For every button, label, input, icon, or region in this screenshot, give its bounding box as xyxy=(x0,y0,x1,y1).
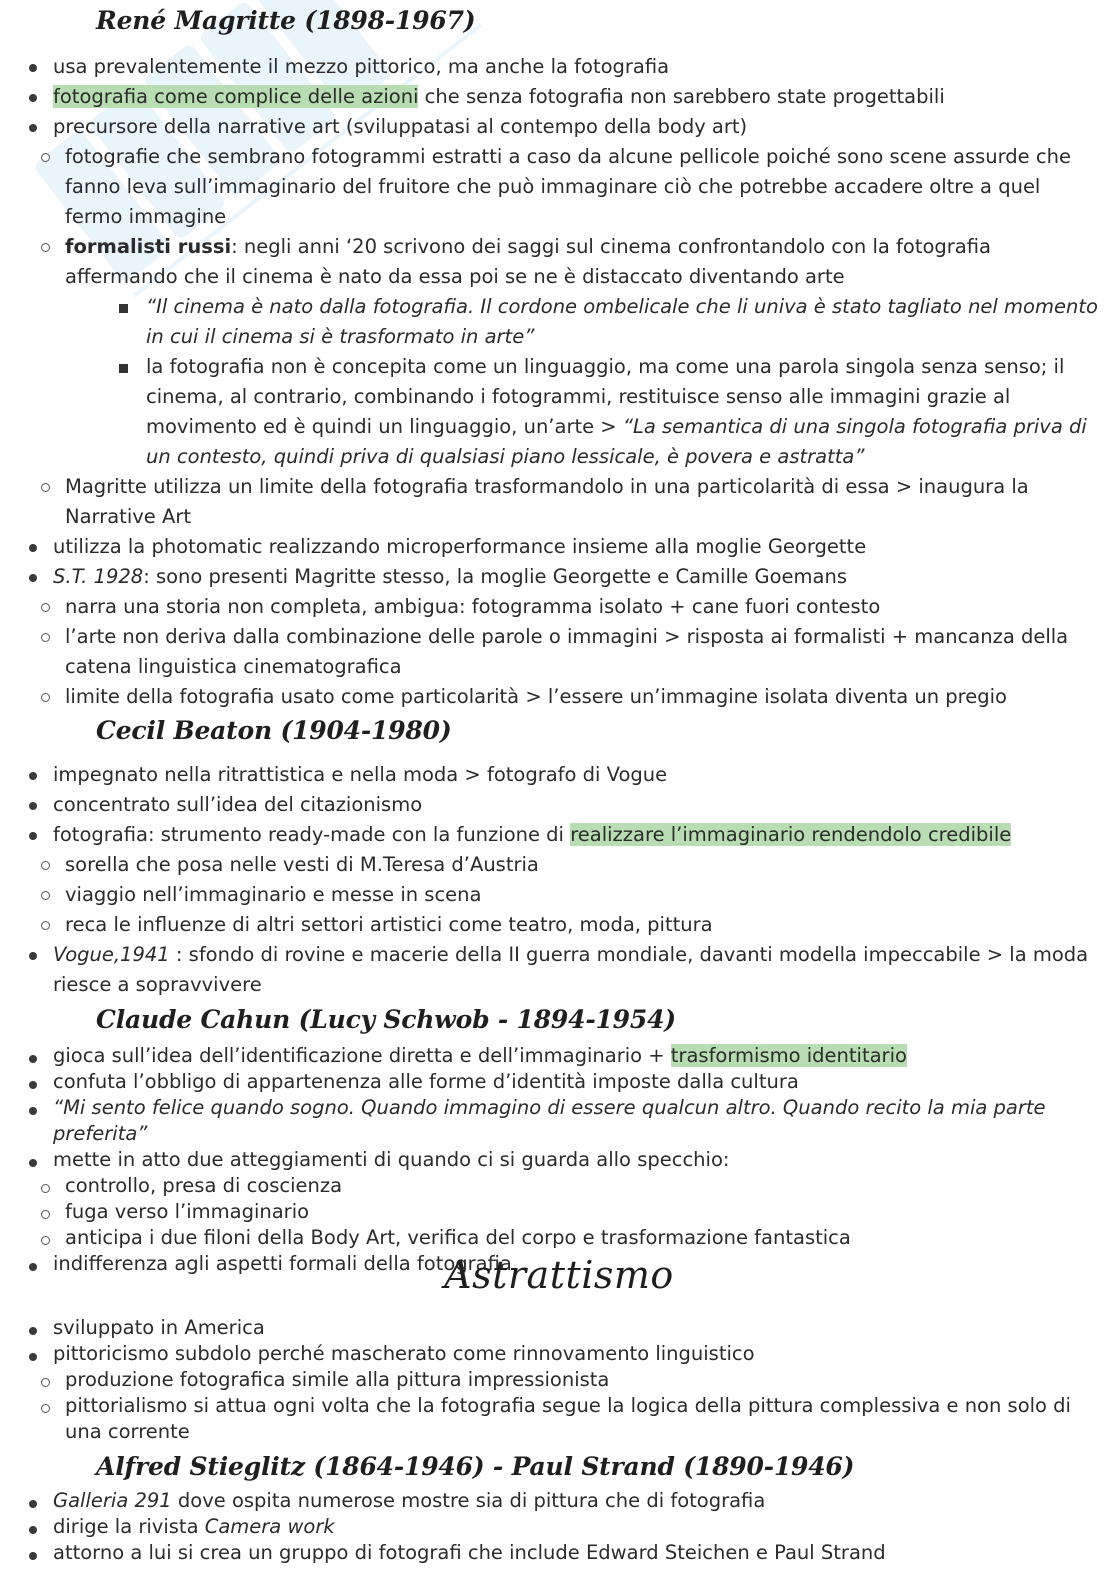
item-text: fotografie che sembrano fotogrammi estratti a caso da alcune pellicole poiché sono scene assurde che fanno leva sull’immaginario del fruitore che può immaginare ciò che potrebbe accadere oltre a quel fermo immagine xyxy=(65,145,1071,228)
item-text: la fotografia non è concepita come un linguaggio, ma come una parola singola senza senso; il cinema, al contrario, combinando i fotogrammi, restituisce senso alle immagini grazie al movimento ed è quindi un linguaggio, un’arte > xyxy=(146,355,1065,438)
item-text: : sfondo di rovine e macerie della II guerra mondiale, davanti modella impeccabile > la moda riesce a sopravvivere xyxy=(53,943,1089,996)
sublist-item xyxy=(0,232,1100,292)
list-item xyxy=(0,112,1100,142)
sub-sublist xyxy=(118,292,1100,472)
heading-magritte: René Magritte (1898-1967) xyxy=(96,6,476,35)
list-item xyxy=(0,790,1100,820)
list-cahun xyxy=(0,1043,1100,1277)
sublist-item xyxy=(0,1367,1100,1393)
item-text: Magritte utilizza un limite della fotografia trasformandolo in una particolarità di essa > inaugura la Narrative Art xyxy=(65,475,1029,528)
item-text: gioca sull’idea dell’identificazione diretta e dell’immaginario + xyxy=(53,1044,671,1067)
list-item xyxy=(0,760,1100,790)
item-text: reca le influenze di altri settori artistici come teatro, moda, pittura xyxy=(65,913,713,936)
item-text: : sono presenti Magritte stesso, la moglie Georgette e Camille Goemans xyxy=(143,565,847,588)
sublist-item xyxy=(0,850,1100,880)
nested-list-wrapper xyxy=(0,592,1100,712)
list-item xyxy=(0,1488,1100,1514)
italic-title: Vogue,1941 xyxy=(53,943,170,966)
sublist-item xyxy=(0,682,1100,712)
item-text: sorella che posa nelle vesti di M.Teresa d’Austria xyxy=(65,853,539,876)
nested-list-wrapper xyxy=(0,1367,1100,1445)
list-stieglitz xyxy=(0,1488,1100,1566)
heading-cahun: Claude Cahun (Lucy Schwob - 1894-1954) xyxy=(96,1005,676,1034)
item-text: pittoricismo subdolo perché mascherato come rinnovamento linguistico xyxy=(53,1342,755,1365)
quote-text: “Mi sento felice quando sogno. Quando immagino di essere qualcun altro. Quando recito la mia parte preferita” xyxy=(53,1096,1046,1145)
item-text: fotografia: strumento ready-made con la funzione di xyxy=(53,823,571,846)
list-item xyxy=(0,820,1100,850)
italic-title: S.T. 1928 xyxy=(53,565,144,588)
item-text: fuga verso l’immaginario xyxy=(65,1200,310,1223)
sublist-item xyxy=(0,472,1100,532)
list-item xyxy=(0,1514,1100,1540)
list-item xyxy=(0,1341,1100,1367)
item-text: : negli anni ‘20 scrivono dei saggi sul cinema confrontandolo con la fotografia affermando che il cinema è nato da essa poi se ne è distaccato diventando arte xyxy=(65,235,991,288)
item-text: utilizza la photomatic realizzando microperformance insieme alla moglie Georgette xyxy=(53,535,867,558)
sublist xyxy=(0,142,1100,532)
list-item xyxy=(0,82,1100,112)
sublist-item xyxy=(0,1173,1100,1199)
sub-sublist-item xyxy=(118,292,1100,352)
sublist-item xyxy=(0,910,1100,940)
nested-list-wrapper xyxy=(0,850,1100,940)
list-astrattismo xyxy=(0,1315,1100,1445)
list-item xyxy=(0,1095,1100,1147)
item-text: concentrato sull’idea del citazionismo xyxy=(53,793,423,816)
item-text: precursore della narrative art (sviluppatasi al contempo della body art) xyxy=(53,115,748,138)
sublist-item xyxy=(0,1225,1100,1251)
item-text: viaggio nell’immaginario e messe in scena xyxy=(65,883,482,906)
item-text: anticipa i due filoni della Body Art, verifica del corpo e trasformazione fantastica xyxy=(65,1226,851,1249)
list-beaton xyxy=(0,760,1100,1000)
list-item xyxy=(0,1540,1100,1566)
highlighted-text: realizzare l’immaginario rendendolo credibile xyxy=(570,823,1012,846)
highlighted-text: fotografia come complice delle azioni xyxy=(53,85,419,108)
sublist-item xyxy=(0,622,1100,682)
sublist xyxy=(0,1367,1100,1445)
item-text: mette in atto due atteggiamenti di quando ci si guarda allo specchio: xyxy=(53,1148,730,1171)
item-text: l’arte non deriva dalla combinazione delle parole o immagini > risposta ai formalisti + mancanza della catena linguistica cinematografica xyxy=(65,625,1069,678)
quote-text: “Il cinema è nato dalla fotografia. Il cordone ombelicale che li univa è stato tagliato nel momento in cui il cinema si è trasformato in arte” xyxy=(146,295,1098,348)
heading-astrattismo: Astrattismo xyxy=(444,1253,674,1297)
sublist-item xyxy=(0,142,1100,232)
list-item xyxy=(0,1043,1100,1069)
heading-beaton: Cecil Beaton (1904-1980) xyxy=(96,716,452,745)
nested-list-wrapper xyxy=(0,142,1100,532)
italic-title: Camera work xyxy=(204,1515,335,1538)
item-text: narra una storia non completa, ambigua: fotogramma isolato + cane fuori contesto xyxy=(65,595,881,618)
sublist-item xyxy=(0,880,1100,910)
list-item xyxy=(0,562,1100,592)
italic-title: Galleria 291 xyxy=(53,1489,172,1512)
list-item xyxy=(0,940,1100,1000)
item-text: pittorialismo si attua ogni volta che la fotografia segue la logica della pittura complessiva e non solo di una corrente xyxy=(65,1394,1071,1443)
item-text: sviluppato in America xyxy=(53,1316,265,1339)
sub-sublist-item xyxy=(118,352,1100,472)
item-text: che senza fotografia non sarebbero state progettabili xyxy=(418,85,945,108)
list-item xyxy=(0,1147,1100,1173)
quote-text: “La semantica di una singola fotografia priva di un contesto, quindi priva di qualsiasi piano lessicale, è povera e astratta” xyxy=(146,415,1087,468)
heading-stieglitz-strand: Alfred Stieglitz (1864-1946) - Paul Strand (1890-1946) xyxy=(96,1452,855,1481)
sublist xyxy=(0,1173,1100,1251)
sublist-item xyxy=(0,1199,1100,1225)
list-item xyxy=(0,1315,1100,1341)
list-magritte xyxy=(0,52,1100,712)
item-text: indifferenza agli aspetti formali della fotografia xyxy=(53,1252,512,1275)
item-text: impegnato nella ritrattistica e nella moda > fotografo di Vogue xyxy=(53,763,668,786)
item-text: limite della fotografia usato come particolarità > l’essere un’immagine isolata diventa un pregio xyxy=(65,685,1007,708)
item-text: produzione fotografica simile alla pittura impressionista xyxy=(65,1368,610,1391)
list-item xyxy=(0,532,1100,562)
highlighted-text: trasformismo identitario xyxy=(670,1044,907,1067)
sublist-item xyxy=(0,1393,1100,1445)
nested-list-wrapper xyxy=(0,292,1100,472)
item-text: confuta l’obbligo di appartenenza alle forme d’identità imposte dalla cultura xyxy=(53,1070,799,1093)
bold-text: formalisti russi xyxy=(65,235,232,258)
item-text: controllo, presa di coscienza xyxy=(65,1174,343,1197)
item-text: dove ospita numerose mostre sia di pittura che di fotografia xyxy=(171,1489,766,1512)
sublist xyxy=(0,592,1100,712)
list-item xyxy=(0,52,1100,82)
item-text: usa prevalentemente il mezzo pittorico, ma anche la fotografia xyxy=(53,55,670,78)
item-text: attorno a lui si crea un gruppo di fotografi che include Edward Steichen e Paul Strand xyxy=(53,1541,886,1564)
nested-list-wrapper xyxy=(0,1173,1100,1251)
sublist-item xyxy=(0,592,1100,622)
sublist xyxy=(0,850,1100,940)
item-text: dirige la rivista xyxy=(53,1515,205,1538)
list-item xyxy=(0,1069,1100,1095)
